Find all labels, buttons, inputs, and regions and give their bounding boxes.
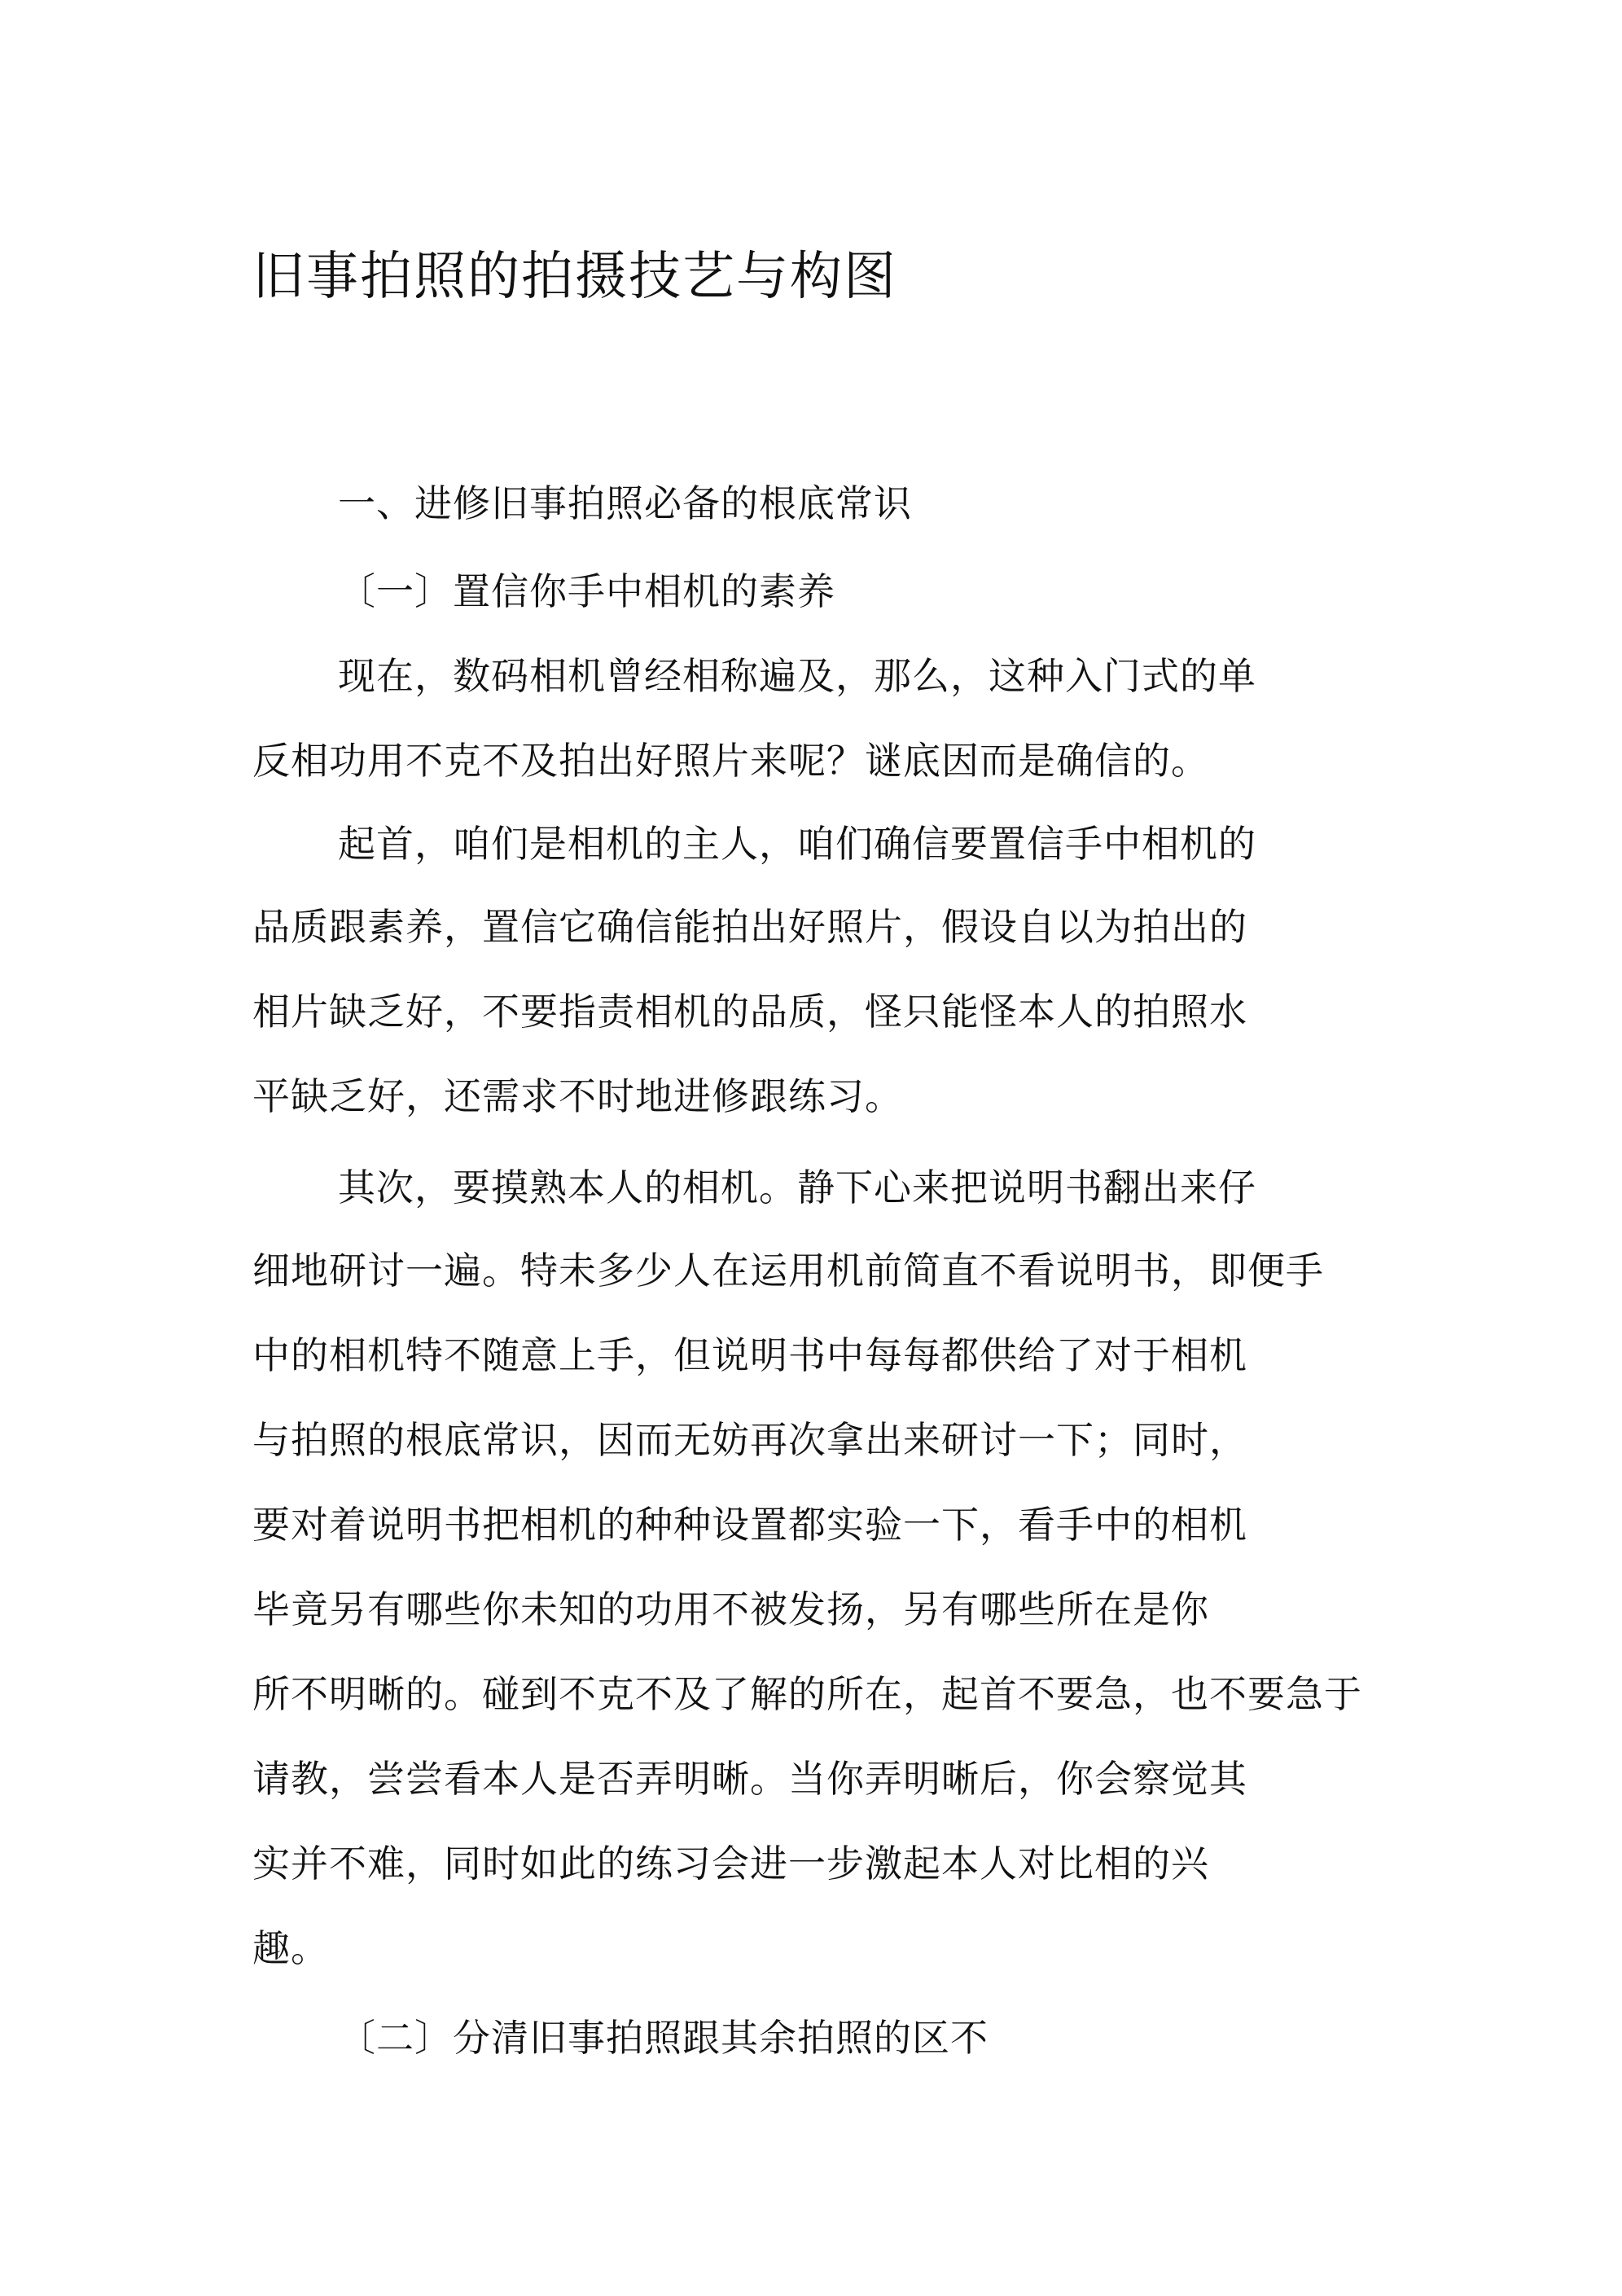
paragraph-3-line-6: 毕竟另有哪些你未知的功用不被发扬，另有哪些所在是你 (252, 1587, 1209, 1631)
paragraph-3-line-7: 所不明晰的。碰到不克不及了解的所在，起首不要急，也不要急于 (252, 1672, 1362, 1716)
paragraph-3-line-1: 其次，要摸熟本人的相机。静下心来把说明书翻出来仔 (338, 1166, 1256, 1209)
document-title: 旧事拍照的拍摄技艺与构图 (252, 247, 897, 307)
subsection-heading-2: 〔二〕分清旧事拍照跟其余拍照的区不 (338, 2016, 989, 2060)
subsection-heading-1: 〔一〕置信你手中相机的素养 (338, 569, 835, 613)
paragraph-3-line-9: 实并不难，同时如此的练习会进一步激起本人对比相的兴 (252, 1842, 1209, 1886)
paragraph-3-line-5: 要对着说明书把相机的种种设置都实验一下，看手中的相机 (252, 1503, 1247, 1547)
paragraph-3-line-3: 中的相机特不随意上手，但说明书中每每都供给了对于相机 (252, 1333, 1247, 1377)
paragraph-2-line-1: 起首，咱们是相机的主人，咱们确信要置信手中相机的 (338, 822, 1256, 866)
paragraph-3-line-4: 与拍照的根底常识，因而无妨再次拿出来研讨一下；同时， (252, 1418, 1247, 1462)
paragraph-3-line-10: 趣。 (252, 1926, 329, 1970)
paragraph-1-line-1: 现在，数码相机曾经相称遍及，那么，这种入门式的单 (338, 654, 1256, 698)
paragraph-3-line-8: 请教，尝尝看本人是否弄明晰。当你弄明晰后，你会察觉其 (252, 1757, 1247, 1801)
paragraph-3-line-2: 细地研讨一遍。特未多少人在运用机前简直不看说明书，即便手 (252, 1249, 1324, 1293)
paragraph-2-line-4: 平缺乏好，还需求不时地进修跟练习。 (252, 1074, 903, 1118)
paragraph-2-line-3: 相片缺乏好，不要指责相机的品质，怪只能怪本人的拍照水 (252, 990, 1247, 1034)
section-heading: 一、进修旧事拍照必备的根底常识 (338, 481, 912, 525)
paragraph-1-line-2: 反相功用不克不及拍出好照片来呢？谜底因而是确信的。 (252, 739, 1209, 783)
paragraph-2-line-2: 品质跟素养，置信它确信能拍出好照片，假设自以为拍出的 (252, 905, 1247, 949)
